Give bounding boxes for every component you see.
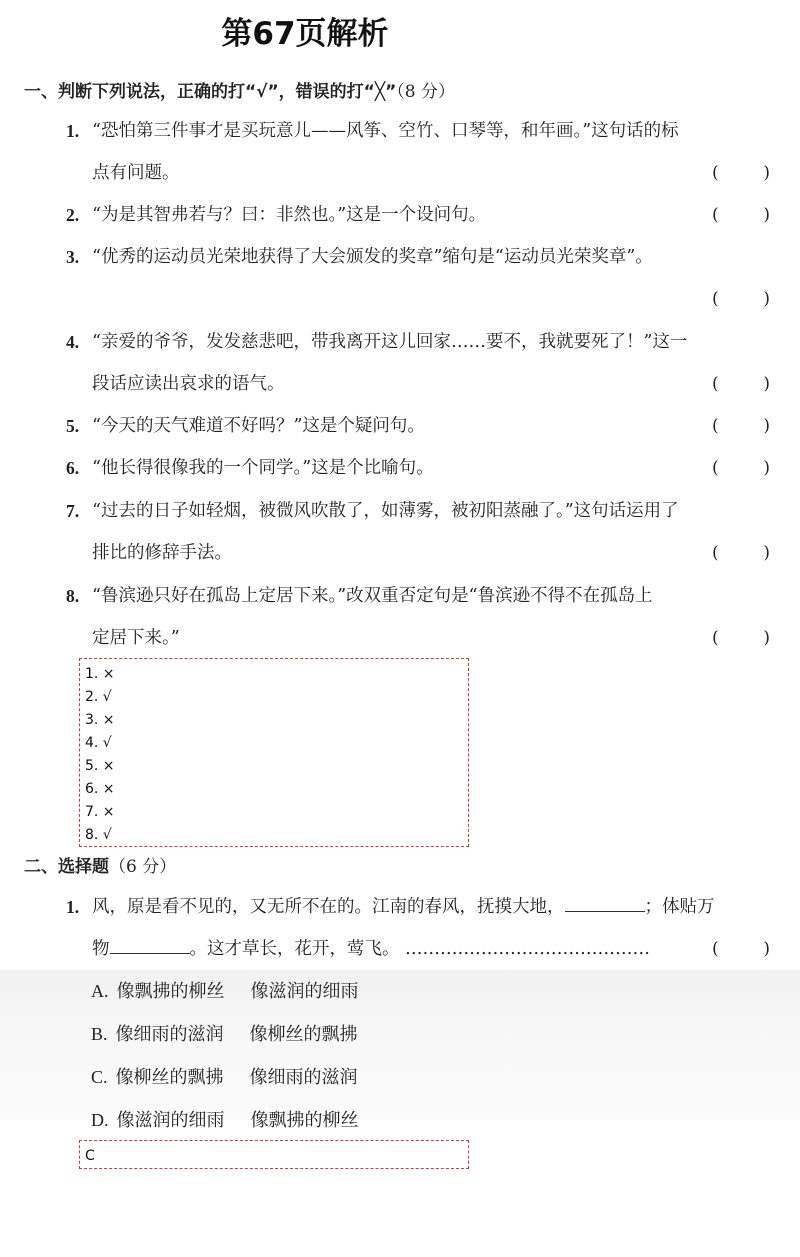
question-line: 物 xyxy=(92,939,110,959)
judge-question-6 xyxy=(66,447,778,489)
answer-item: 7. × xyxy=(85,804,115,820)
answer-paren[interactable]: ( ) xyxy=(712,163,770,183)
question-number: 3. xyxy=(66,247,80,267)
answer-item: 3. × xyxy=(85,712,115,728)
option-b[interactable]: B. 像细雨的滋润 像柳丝的飘拂 xyxy=(91,1024,358,1045)
judge-question-1 xyxy=(66,110,778,194)
answer-paren[interactable]: ( ) xyxy=(712,374,770,394)
section1-heading-text: 一、判断下列说法，正确的打“√”，错误的打“╳” xyxy=(24,82,397,102)
choice-options xyxy=(91,970,359,1142)
section2-points: （6 分） xyxy=(109,857,177,877)
page-title: 第67页解析 xyxy=(221,16,389,52)
judge-question-2 xyxy=(66,194,778,236)
question-line: “他长得很像我的一个同学。”这是个比喻句。 xyxy=(92,458,434,478)
question-number: 1. xyxy=(66,121,80,141)
section2-answer-box xyxy=(79,1140,469,1169)
judge-question-4 xyxy=(66,321,778,405)
question-number: 7. xyxy=(66,501,80,521)
question-line: 。这才草长，花开，莺飞。 …………………………………… xyxy=(189,939,651,959)
answer-item: 2. √ xyxy=(85,689,112,705)
answer-paren[interactable]: ( ) xyxy=(712,416,770,436)
question-line: 定居下来。” xyxy=(92,628,180,648)
question-line: “过去的日子如轻烟，被微风吹散了，如薄雾，被初阳蒸融了。”这句话运用了 xyxy=(92,501,679,521)
judge-question-8 xyxy=(66,575,778,659)
question-number: 2. xyxy=(66,205,80,225)
answer-item: 5. × xyxy=(85,758,115,774)
answer-item: C xyxy=(85,1148,95,1164)
answer-item: 4. √ xyxy=(85,735,112,751)
question-line: “亲爱的爷爷，发发慈悲吧，带我离开这儿回家……要不，我就要死了！”这一 xyxy=(92,332,688,352)
judge-question-3 xyxy=(66,236,778,320)
question-line: “鲁滨逊只好在孤岛上定居下来。”改双重否定句是“鲁滨逊不得不在孤岛上 xyxy=(92,586,653,606)
answer-paren[interactable]: ( ) xyxy=(712,939,770,959)
option-d[interactable]: D. 像滋润的细雨 像飘拂的柳丝 xyxy=(91,1110,359,1131)
section1-points: （8 分） xyxy=(396,82,455,102)
answer-paren[interactable]: ( ) xyxy=(712,543,770,563)
question-line: “今天的天气难道不好吗？”这是个疑问句。 xyxy=(92,416,425,436)
fill-blank[interactable] xyxy=(110,952,190,954)
question-line: ；体贴万 xyxy=(644,897,715,917)
question-number: 1. xyxy=(66,897,80,917)
judge-question-5 xyxy=(66,405,778,447)
judge-question-7 xyxy=(66,490,778,574)
choice-question-1 xyxy=(66,886,778,970)
question-number: 4. xyxy=(66,332,80,352)
section2-heading xyxy=(24,852,176,877)
question-line: 段话应读出哀求的语气。 xyxy=(92,374,285,394)
question-line: 风，原是看不见的，又无所不在的。江南的春风，抚摸大地， xyxy=(92,897,565,917)
question-number: 5. xyxy=(66,416,80,436)
question-number: 8. xyxy=(66,586,80,606)
option-c[interactable]: C. 像柳丝的飘拂 像细雨的滋润 xyxy=(91,1067,358,1088)
answer-paren[interactable]: ( ) xyxy=(712,289,770,309)
question-line: “为是其智弗若与？曰：非然也。”这是一个设问句。 xyxy=(92,205,487,225)
section1-answer-box xyxy=(79,658,469,847)
answer-item: 6. × xyxy=(85,781,115,797)
question-line: “优秀的运动员光荣地获得了大会颁发的奖章”缩句是“运动员光荣奖章”。 xyxy=(92,247,653,267)
answer-item: 8. √ xyxy=(85,827,112,843)
question-line: 排比的修辞手法。 xyxy=(92,543,232,563)
option-a[interactable]: A. 像飘拂的柳丝 像滋润的细雨 xyxy=(91,981,359,1002)
fill-blank[interactable] xyxy=(565,910,645,912)
question-number: 6. xyxy=(66,458,80,478)
section1-heading xyxy=(24,77,455,102)
question-line: “恐怕第三件事才是买玩意儿——风筝、空竹、口琴等，和年画。”这句话的标 xyxy=(92,121,679,141)
answer-item: 1. × xyxy=(85,666,115,682)
answer-paren[interactable]: ( ) xyxy=(712,458,770,478)
answer-paren[interactable]: ( ) xyxy=(712,628,770,648)
answer-paren[interactable]: ( ) xyxy=(712,205,770,225)
section2-heading-text: 二、选择题 xyxy=(24,857,109,877)
question-line: 点有问题。 xyxy=(92,163,180,183)
